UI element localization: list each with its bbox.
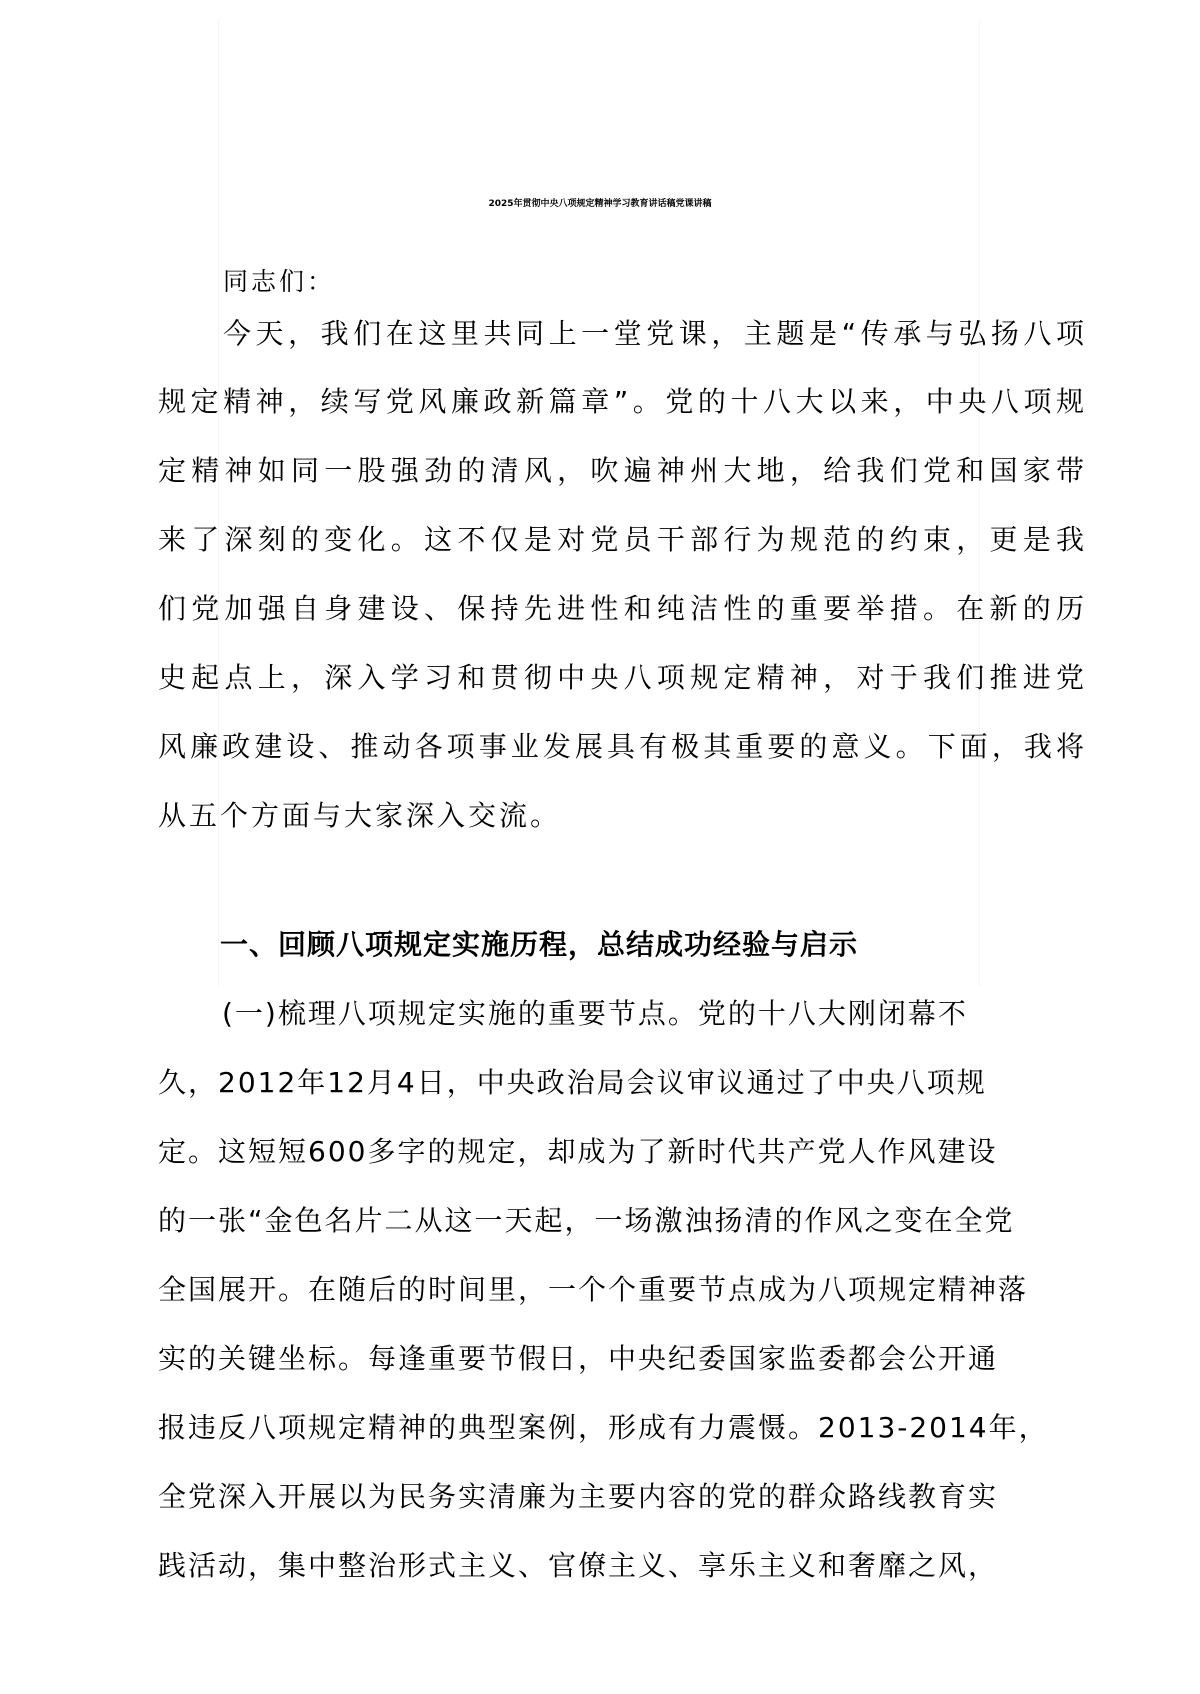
paragraph-2-line-6: 实的关键坐标。每逢重要节假日，中央纪委国家监委都会公开通 [158,1342,999,1375]
paragraph-2-line-5: 全国展开。在随后的时间里，一个个重要节点成为八项规定精神落 [158,1273,1029,1306]
paragraph-1-line-5: 们党加强自身建设、保持先进性和纯洁性的重要举措。在新的历 [158,592,1087,625]
paragraph-2-line-4: 的一张“金色名片二从这一天起，一场激浊扬清的作风之变在全党 [158,1204,1015,1237]
paragraph-2-line-8: 全党深入开展以为民务实清廉为主要内容的党的群众路线教育实 [158,1480,999,1513]
paragraph-2-line-7: 报违反八项规定精神的典型案例，形成有力震慑。2013-2014年， [158,1411,1049,1444]
paragraph-2-line-2: 久，2012年12月4日，中央政治局会议审议通过了中央八项规 [158,1066,987,1099]
section-heading-1: 一、回顾八项规定实施历程，总结成功经验与启示 [220,928,859,961]
paragraph-1-line-4: 来了深刻的变化。这不仅是对党员干部行为规范的约束，更是我 [158,523,1087,556]
page-margin-guide [218,20,980,985]
paragraph-2-line-9: 践活动，集中整治形式主义、官僚主义、享乐主义和奢靡之风， [158,1549,999,1582]
paragraph-1-line-2: 规定精神，续写党风廉政新篇章”。党的十八大以来，中央八项规 [158,385,1087,418]
paragraph-1-line-8: 从五个方面与大家深入交流。 [158,799,562,832]
paragraph-1-line-7: 风廉政建设、推动各项事业发展具有极其重要的意义。下面，我将 [158,730,1087,763]
document-title: 2025年贯彻中央八项规定精神学习教育讲话稿党课讲稿 [488,199,712,209]
paragraph-1-line-1: 今天，我们在这里共同上一堂党课，主题是“传承与弘扬八项 [223,317,1087,350]
paragraph-1-line-3: 定精神如同一股强劲的清风，吹遍神州大地，给我们党和国家带 [158,454,1087,487]
paragraph-1-line-6: 史起点上，深入学习和贯彻中央八项规定精神，对于我们推进党 [158,661,1087,694]
greeting: 同志们： [223,267,336,296]
paragraph-2-line-3: 定。这短短600多字的规定，却成为了新时代共产党人作风建设 [158,1135,998,1168]
paragraph-2-line-1: (一)梳理八项规定实施的重要节点。党的十八大刚闭幕不 [222,997,968,1030]
